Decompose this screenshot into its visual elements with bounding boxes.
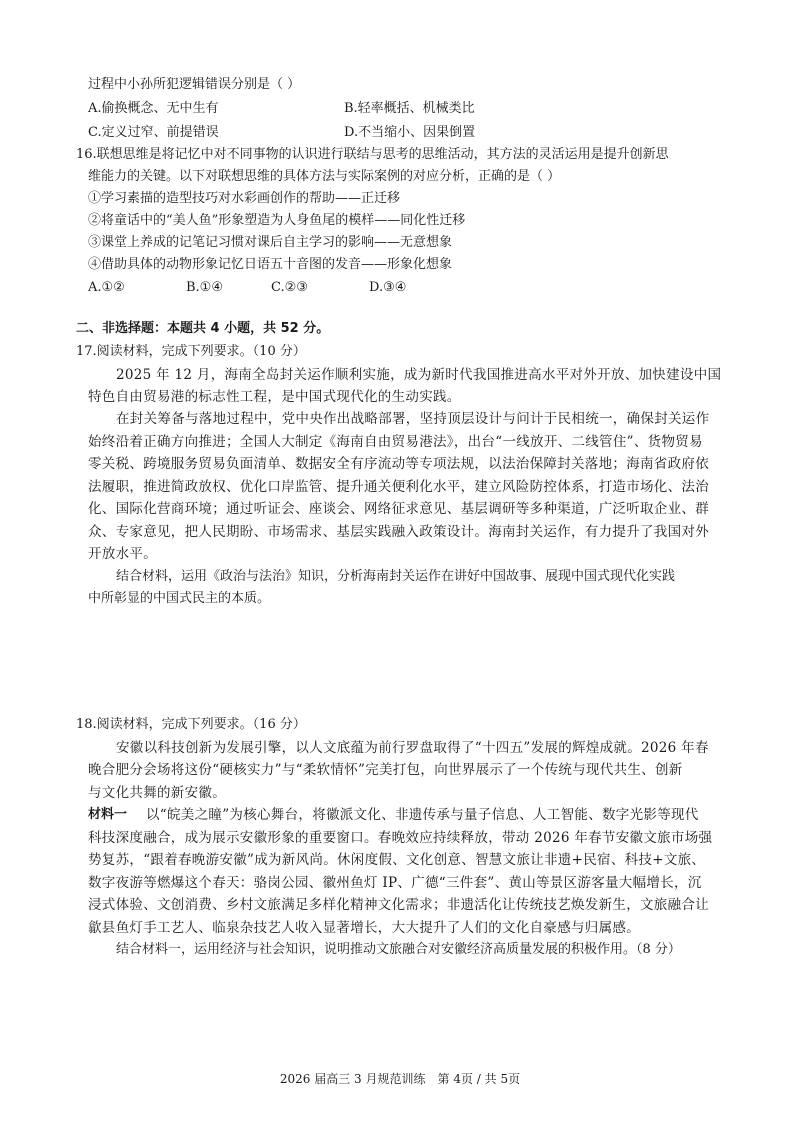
q16-item-4: ④借助具体的动物形象记忆日语五十音图的发音——形象化想象 bbox=[88, 257, 453, 272]
q16-option-a: A.①② bbox=[88, 280, 125, 295]
q17-material-line: 法履职，推进简政放权、优化口岸监管、提升通关便利化水平，建立风险防控体系，打造市场化、法治 bbox=[88, 479, 709, 495]
q18-intro-line: 与文化共舞的新安徽。 bbox=[88, 785, 226, 801]
q16-option-b: B.①④ bbox=[186, 280, 223, 295]
page-footer: 2026 届高三 3 月规范训练 第 4页 / 共 5页 bbox=[279, 1072, 521, 1086]
q18-material1-line: 歙县鱼灯手工艺人、临泉杂技艺人收入显著增长，大大提升了人们的文化自豪感与归属感。 bbox=[88, 920, 640, 936]
q15-option-b: B.轻率概括、机械类比 bbox=[344, 101, 475, 116]
q15-stem-tail: 过程中小孙所犯逻辑错误分别是（ ） bbox=[88, 77, 301, 92]
q17-material-line: 零关税、跨境服务贸易负面清单、数据安全有序流动等专项法规，以法治保障封关落地；海南省政府依 bbox=[88, 456, 709, 472]
q18-intro-line: 晚合肥分会场将这份“硬核实力”与“柔软情怀”完美打包，向世界展示了一个传统与现代共生、创新 bbox=[88, 762, 683, 778]
q18-material1-line: 势复苏，“跟着春晚游安徽”成为新风尚。休闲度假、文化创意、智慧文旅让非遗+民宿、科技+文旅、 bbox=[88, 852, 706, 868]
q17-task-line2: 中所彰显的中国式民主的本质。 bbox=[88, 591, 271, 606]
q17-material-line: 2025 年 12 月，海南全岛封关运作顺利实施，成为新时代我国推进高水平对外开放、加快建设中国 bbox=[116, 367, 722, 383]
q17-title: 17.阅读材料，完成下列要求。（10 分） bbox=[76, 344, 306, 359]
q16-item-1: ①学习素描的造型技巧对水彩画创作的帮助——正迁移 bbox=[88, 191, 401, 206]
q18-material1-line: 科技深度融合，成为展示安徽形象的重要窗口。春晚效应持续释放，带动 2026 年春节安徽文旅市场强 bbox=[88, 830, 713, 846]
q17-material-line: 众、专家意见，把人民期盼、市场需求、基层实践融入政策设计。海南封关运作，有力提升了我国对外 bbox=[88, 524, 709, 540]
q16-item-2: ②将童话中的“美人鱼”形象塑造为人身鱼尾的模样——同化性迁移 bbox=[88, 213, 466, 228]
q15-option-a: A.偷换概念、无中生有 bbox=[88, 101, 219, 116]
q18-intro-line: 安徽以科技创新为发展引擎，以人文底蕴为前行罗盘取得了“十四五”发展的辉煌成就。2026 年春 bbox=[116, 740, 709, 756]
q18-title: 18.阅读材料，完成下列要求。（16 分） bbox=[76, 717, 306, 732]
q17-task-line1: 结合材料，运用《政治与法治》知识，分析海南封关运作在讲好中国故事、展现中国式现代化实践 bbox=[116, 569, 676, 584]
q18-material1-line: 以“皖美之瞳”为核心舞台，将徽派文化、非遗传承与量子信息、人工智能、数字光影等现代 bbox=[146, 807, 699, 823]
q16-option-d: D.③④ bbox=[369, 280, 407, 295]
q16-option-c: C.②③ bbox=[271, 280, 308, 295]
q17-material-line: 开放水平。 bbox=[88, 546, 157, 562]
q17-material-line: 始终沿着正确方向推进；全国人大制定《海南自由贸易港法》，出台“一线放开、二线管住”、货物贸易 bbox=[88, 434, 703, 450]
q15-option-d: D.不当缩小、因果倒置 bbox=[344, 125, 476, 140]
q16-stem-line1: 16.联想思维是将记忆中对不同事物的认识进行联结与思考的思维活动，其方法的灵活运用是提升创新思 bbox=[76, 147, 669, 162]
q18-material1-label: 材料一 bbox=[88, 807, 128, 822]
q18-task: 结合材料一，运用经济与社会知识，说明推动文旅融合对安徽经济高质量发展的积极作用。（8 分） bbox=[116, 942, 681, 957]
q16-item-3: ③课堂上养成的记笔记习惯对课后自主学习的影响——无意想象 bbox=[88, 235, 453, 250]
q17-material-line: 化、国际化营商环境；通过听证会、座谈会、网络征求意见、基层调研等多种渠道，广泛听取企业、群 bbox=[88, 501, 709, 517]
section-heading: 二、非选择题：本题共 4 小题，共 52 分。 bbox=[76, 321, 330, 336]
q18-material1-line: 数字夜游等燃爆这个春天：骆岗公园、徽州鱼灯 IP、广德“三件套”、黄山等景区游客量大幅增长，沉 bbox=[88, 875, 702, 891]
q17-material-line: 特色自由贸易港的标志性工程，是中国式现代化的生动实践。 bbox=[88, 389, 461, 405]
q16-stem-line2: 维能力的关键。以下对联想思维的具体方法与实际案例的对应分析，正确的是（ ） bbox=[88, 169, 561, 184]
q18-material1-line: 浸式体验、文创消费、乡村文旅满足多样化精神文化需求；非遗活化让传统技艺焕发新生，文旅融合让 bbox=[88, 897, 709, 913]
q15-option-c: C.定义过窄、前提错误 bbox=[88, 125, 219, 140]
q17-material-line: 在封关筹备与落地过程中，党中央作出战略部署，坚持顶层设计与问计于民相统一，确保封关运作 bbox=[116, 411, 710, 427]
